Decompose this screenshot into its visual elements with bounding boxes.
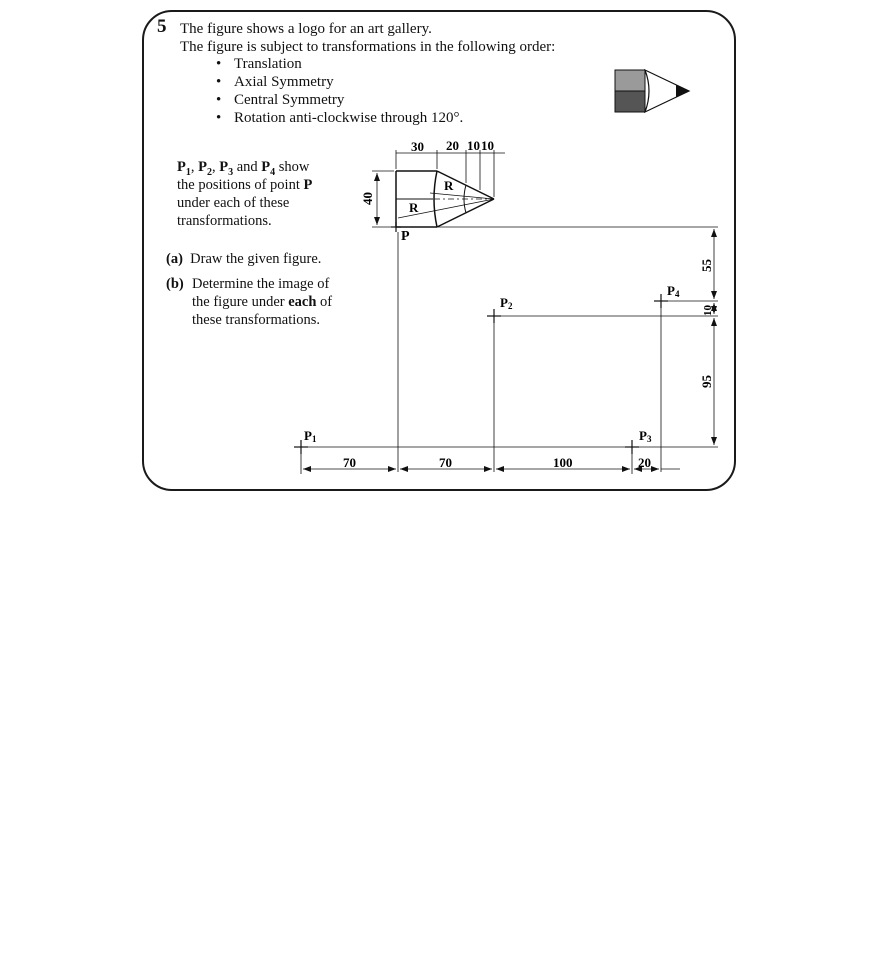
part-b-line2: the figure under each of [192,294,333,310]
dim-top-10b: 10 [481,138,494,153]
dim-right-10: 10 [702,305,714,316]
part-b-label: (b) [166,276,184,292]
point-crosses [294,294,668,454]
p2-label: P2 [500,295,513,311]
point-p-label: P [401,229,410,244]
pencil-logo [615,70,689,112]
part-b-line1: Determine the image of [192,276,330,292]
bullet-central-symmetry: • Central Symmetry [216,91,463,109]
dim-right-95: 95 [699,375,714,388]
construction-lines [301,227,718,474]
dim-top-10a: 10 [467,138,480,153]
radius-label-upper: R [444,178,454,193]
intro-line-2: The figure is subject to transformations in the following order: [180,39,556,55]
height-dimension [372,171,394,227]
dim-bottom-100: 100 [553,455,573,470]
bullet-rotation: • Rotation anti-clockwise through 120°. [216,109,463,127]
dim-right-55: 55 [699,259,714,272]
dim-top-20: 20 [446,138,459,153]
dim-bottom-20: 20 [638,455,651,470]
pencil-logo-bottom-band [615,91,645,112]
dim-bottom-70a: 70 [343,455,356,470]
dim-height-40: 40 [360,192,375,205]
intro-line-1: The figure shows a logo for an art gallery. [180,21,432,37]
points-description-line2: the positions of point P [177,177,313,193]
p1-label: P1 [304,428,317,444]
p4-label: P4 [667,283,680,299]
points-description-line4: transformations. [177,213,272,229]
part-b-line3: these transformations. [192,312,321,328]
p3-label: P3 [639,428,652,444]
dim-bottom-70b: 70 [439,455,452,470]
part-a: (a) Draw the given figure. [166,251,322,267]
points-description-line3: under each of these [177,195,290,211]
pencil-logo-top-band [615,70,645,91]
dim-top-30: 30 [411,139,424,154]
bullet-translation: • Translation [216,55,463,73]
question-number: 5 [157,16,167,37]
pencil-logo-tip [676,85,689,97]
points-description: $P_1$, $P_2$, $P_3$ and $P_4$ show [177,159,310,178]
bullet-axial-symmetry: • Axial Symmetry [216,73,463,91]
radius-label-lower: R [409,200,419,215]
